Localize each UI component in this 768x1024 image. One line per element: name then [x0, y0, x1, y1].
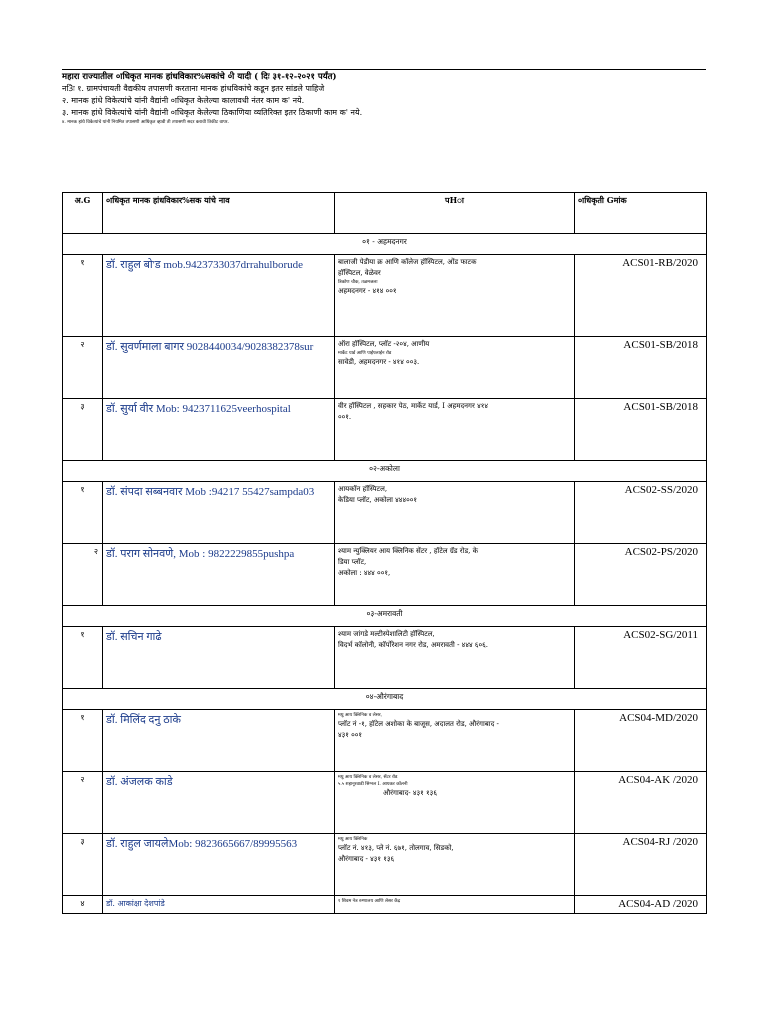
row-address: [335, 896, 575, 914]
address-line-small: मार्केट यार्ड आणि पाईपलाईन रोड: [338, 351, 392, 356]
row-sr: १: [63, 482, 103, 544]
address-line-small: मधु आय क्लिनिक व लेसर,: [338, 713, 383, 718]
row-address: [335, 482, 575, 544]
address-line-small: १ शिवम नेत्र रुग्णालय आणि लेसर केंद्र: [338, 899, 401, 904]
table-row: [63, 482, 707, 544]
address-line-small: मधु आय क्लिनिक व लेसर, सेंटर रोड: [338, 775, 398, 780]
address-line: अहमदनगर - ४१४ ००१: [338, 287, 397, 295]
row-name: डॉ. सुर्या वीर Mob: 9423711625veerhospital: [103, 399, 335, 461]
row-code: ACS04-MD/2020: [575, 710, 707, 772]
note-line-1: न3िः १. ग्रामपंचायती वैद्यकीय तपासणी करताना मानक हांधविकांचे कडून इतर सांडले पाहिजे: [62, 84, 325, 93]
row-address: [335, 399, 575, 461]
optometrist-table-container: [62, 192, 706, 917]
col-header-code: ०ाधिकृती Gमांक: [575, 193, 707, 234]
row-name: डॉ. राहुल बो'ड mob.9423733037drrahulborude: [103, 255, 335, 337]
address-line: डिया प्लॉट,: [338, 558, 367, 566]
address-line: श्याम जांगडे मल्टीस्पेशालिटी हॉस्पिटल,: [338, 630, 435, 638]
top-rule: [62, 69, 706, 70]
address-line: ००१.: [338, 413, 352, 421]
table-row: [63, 896, 707, 914]
row-sr: १: [63, 710, 103, 772]
row-address: [335, 710, 575, 772]
table-row: [63, 255, 707, 337]
row-name: डॉ. अंजलक काडे: [103, 772, 335, 834]
address-line: औरंगाबाद- ४३१ १३६: [383, 789, 437, 797]
table-row: [63, 544, 707, 606]
row-address: [335, 772, 575, 834]
row-sr: ४: [63, 896, 103, 914]
address-line: विदर्भ कॉलोनी, कॉर्पोरेशन नगर रोड, अमरावती - ४४४ ६०६.: [338, 641, 488, 649]
row-address: [335, 255, 575, 337]
document-title: महारा राज्यातील ०ाधिकृत मानक हांधविकार%सकांचे ०ी यादी ( दिः ३१-१२-२०२१ पर्यंत): [62, 72, 337, 82]
row-address: [335, 337, 575, 399]
address-line: प्लॉट नं. ४१३, प्ले नं. ६७१, तोलगाव, सिडको,: [338, 844, 454, 852]
row-sr: १: [63, 255, 103, 337]
row-code: ACS01-SB/2018: [575, 337, 707, 399]
row-address: [335, 627, 575, 689]
address-line: ऑरा हॉस्पिटल, प्लॉट -२०४, आणीय: [338, 340, 430, 348]
address-line-small: मधु आय क्लिनिक: [338, 837, 368, 842]
address-line: सावेडी, अहमदनगर - ४१४ ००३.: [338, 358, 420, 366]
row-sr: ३: [63, 834, 103, 896]
row-code: ACS01-SB/2018: [575, 399, 707, 461]
document-header: [62, 71, 706, 127]
optometrist-table: [62, 192, 707, 914]
row-name: डॉ. पराग सोनवणे, Mob : 9822229855pushpa: [103, 544, 335, 606]
table-row: [63, 834, 707, 896]
address-line: ४३१ ००१: [338, 731, 363, 739]
table-row: [63, 772, 707, 834]
note-line-2: २. मानक हांधे विकेत्यांचे यांनी वैद्यांनी ०ाधिकृत केलेल्या कालावधी नंतर काम क' नये.: [62, 96, 305, 105]
table-row: [63, 399, 707, 461]
row-sr: १: [63, 627, 103, 689]
table-row: [63, 627, 707, 689]
row-code: ACS04-AD /2020: [575, 896, 707, 914]
row-sr: २: [63, 544, 103, 606]
note-line-4: ४. मानक हांधे विकेत्यांचे यांनी नियमित तपासणी आधिकृत व्हावी ती तपासणी सदर करावी तिकीट वापर.: [62, 120, 229, 125]
row-sr: २: [63, 337, 103, 399]
table-row: [63, 337, 707, 399]
row-code: ACS01-RB/2020: [575, 255, 707, 337]
district-header-akola: ०२-अकोला: [63, 461, 707, 482]
address-line: श्याम न्युक्लियर आय क्लिनिक सेंटर , हॉटेल ग्रॅड रोड, के: [338, 547, 479, 555]
row-code: ACS02-PS/2020: [575, 544, 707, 606]
col-header-sr: अ.G: [63, 193, 103, 234]
row-sr: ३: [63, 399, 103, 461]
row-code: ACS02-SS/2020: [575, 482, 707, 544]
row-code: ACS04-RJ /2020: [575, 834, 707, 896]
row-code: ACS02-SG/2011: [575, 627, 707, 689]
address-line: अकोला : ४४४ ००१,: [338, 569, 391, 577]
row-address: [335, 544, 575, 606]
row-name: डॉ. राहुल जायलेMob: 9823665667/89995563: [103, 834, 335, 896]
address-line: हॉस्पिटल, वेळेवर: [338, 269, 381, 277]
address-line: प्लॉट नं -१, हॉटेल अशोका के बाजूस, अदालत रोड, औरंगाबाद -: [338, 720, 499, 728]
row-name: डॉ. संपदा सब्बनवार Mob :94217 55427sampda03: [103, 482, 335, 544]
row-code: ACS04-AK /2020: [575, 772, 707, 834]
row-name: डॉ. आकांक्षा देशपांडे: [103, 896, 335, 914]
table-row: [63, 710, 707, 772]
col-header-name: ०ाधिकृत मानक हांधविकार%सक यांचे नाव: [103, 193, 335, 234]
row-address: [335, 834, 575, 896]
address-line: बालाजी पेडीया क्र आणि कॉलेज हॉस्पिटल, ओंड फाटक: [338, 258, 477, 266]
row-sr: २: [63, 772, 103, 834]
district-header-ahmednagar: ०१ - अहमदनगर: [63, 234, 707, 255]
address-line: केडिया प्लॉट, अकोला ४४४००१: [338, 496, 418, 504]
address-line-small: ५.५ शहानूरवाडी सिग्नल I. आयकर कॉलनी: [338, 782, 408, 787]
address-line-small: त्रिकोण चौक, तळमजला: [338, 280, 378, 285]
address-line: वीर हॉस्पिटल , सहकार पेठ, मार्केट यार्ड, I अहमदनगर ४१४: [338, 402, 488, 410]
row-name: डॉ. मिलिंद दनु ठाके: [103, 710, 335, 772]
district-header-aurangabad: ०४-औरंगाबाद: [63, 689, 707, 710]
district-header-amravati: ०३-अमरावती: [63, 606, 707, 627]
table-header-row: [63, 193, 707, 234]
address-line: औरंगाबाद - ४३१ १३६: [338, 855, 395, 863]
row-name: डॉ. सचिन गाढे: [103, 627, 335, 689]
note-line-3: ३. मानक हांधे विकेत्यांचे यांनी वैद्यांनी ०ाधिकृत केलेल्या ठिकाणिया व्यतिरिक्त इतर ठिकाणी काम क' नये.: [62, 108, 363, 117]
address-line: आयकॉन हॉस्पिटल,: [338, 485, 388, 493]
col-header-address: पHा: [335, 193, 575, 234]
row-name: डॉ. सुवर्णमाला बागर 9028440034/9028382378sur: [103, 337, 335, 399]
